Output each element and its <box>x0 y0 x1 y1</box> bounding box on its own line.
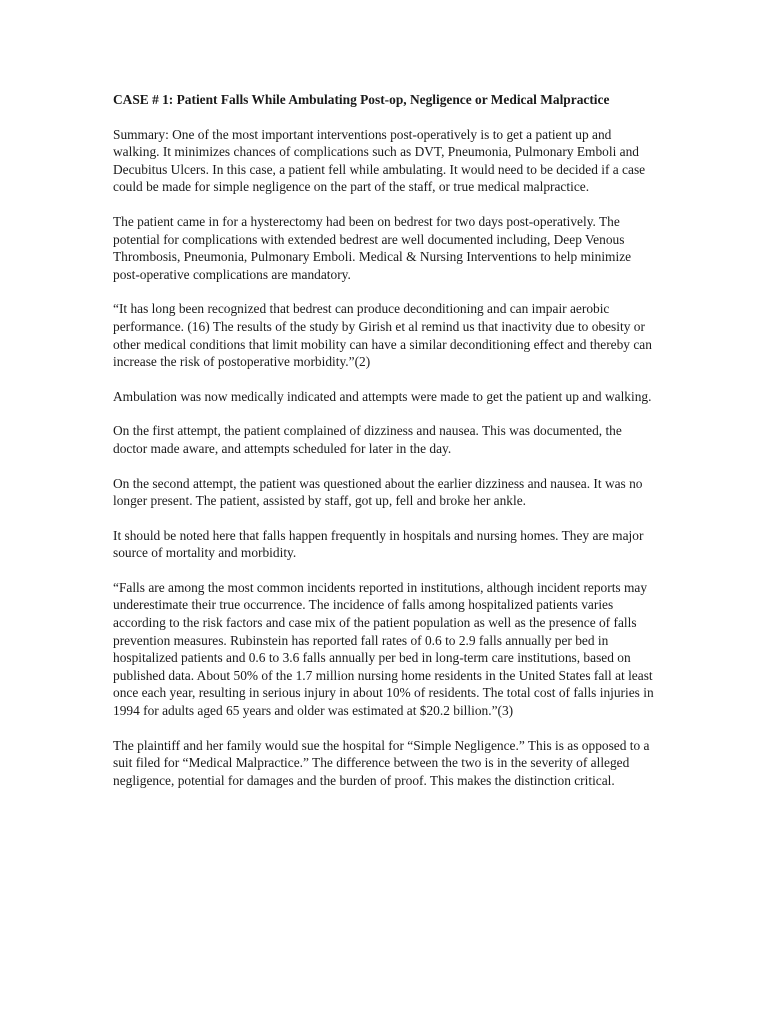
paragraph-bedrest-quote: “It has long been recognized that bedrest can produce deconditioning and can impair aerobic performance. (16) The results of the study by Girish et al remind us that inactivity due to obesity or other medical conditions that limit mobility can have a similar deconditioning effect and thereby can increase the risk of postoperative morbidity.”(2) <box>113 301 652 370</box>
paragraph-falls-note: It should be noted here that falls happen frequently in hospitals and nursing homes. They are major source of mortality and morbidity. <box>113 527 644 561</box>
paragraph-falls-quote: “Falls are among the most common incidents reported in institutions, although incident reports may underestimate their true occurrence. The incidence of falls among hospitalized patients varies according to the risk factors and case mix of the patient population as well as the presence of falls prevention measures. Rubinstein has reported fall rates of 0.6 to 2.9 falls annually per bed in hospitalized patients and 0.6 to 3.6 falls annually per bed in long-term care institutions, based on published data. About 50% of the 1.7 million nursing home residents in the United States fall at least once each year, resulting in serious injury in about 10% of residents. The total cost of falls injuries in 1994 for adults aged 65 years and older was estimated at $20.2 billion.”(3) <box>113 579 654 719</box>
document-title: CASE # 1: Patient Falls While Ambulating Post-op, Negligence or Medical Malpractice <box>113 92 610 107</box>
paragraph-ambulation: Ambulation was now medically indicated and attempts were made to get the patient up and walking. <box>113 388 652 404</box>
paragraph-first-attempt: On the first attempt, the patient complained of dizziness and nausea. This was documented, the doctor made aware, and attempts scheduled for later in the day. <box>113 423 622 456</box>
paragraph-negligence: The plaintiff and her family would sue the hospital for “Simple Negligence.” This is as opposed to a suit filed for “Medical Malpractice.” The difference between the two is in the severity of alleged negligence, potential for damages and the burden of proof. This makes the distinction critical. <box>113 737 650 788</box>
paragraph-summary: Summary: One of the most important interventions post-operatively is to get a patient up and walking. It minimizes chances of complications such as DVT, Pneumonia, Pulmonary Emboli and Decubitus Ulcers. In this case, a patient fell while ambulating. It would need to be decided if a case could be made for simple negligence on the part of the staff, or true medical malpractice. <box>113 126 646 195</box>
paragraph-second-attempt: On the second attempt, the patient was questioned about the earlier dizziness and nausea. It was no longer present. The patient, assisted by staff, got up, fell and broke her ankle. <box>113 475 643 509</box>
paragraph-patient-history: The patient came in for a hysterectomy had been on bedrest for two days post-operatively. The potential for complications with extended bedrest are well documented including, Deep Venous Thrombosis, Pneumonia, Pulmonary Emboli. Medical & Nursing Interventions to help minimize post-operative complications are mandatory. <box>113 213 632 282</box>
document-page <box>113 91 658 806</box>
